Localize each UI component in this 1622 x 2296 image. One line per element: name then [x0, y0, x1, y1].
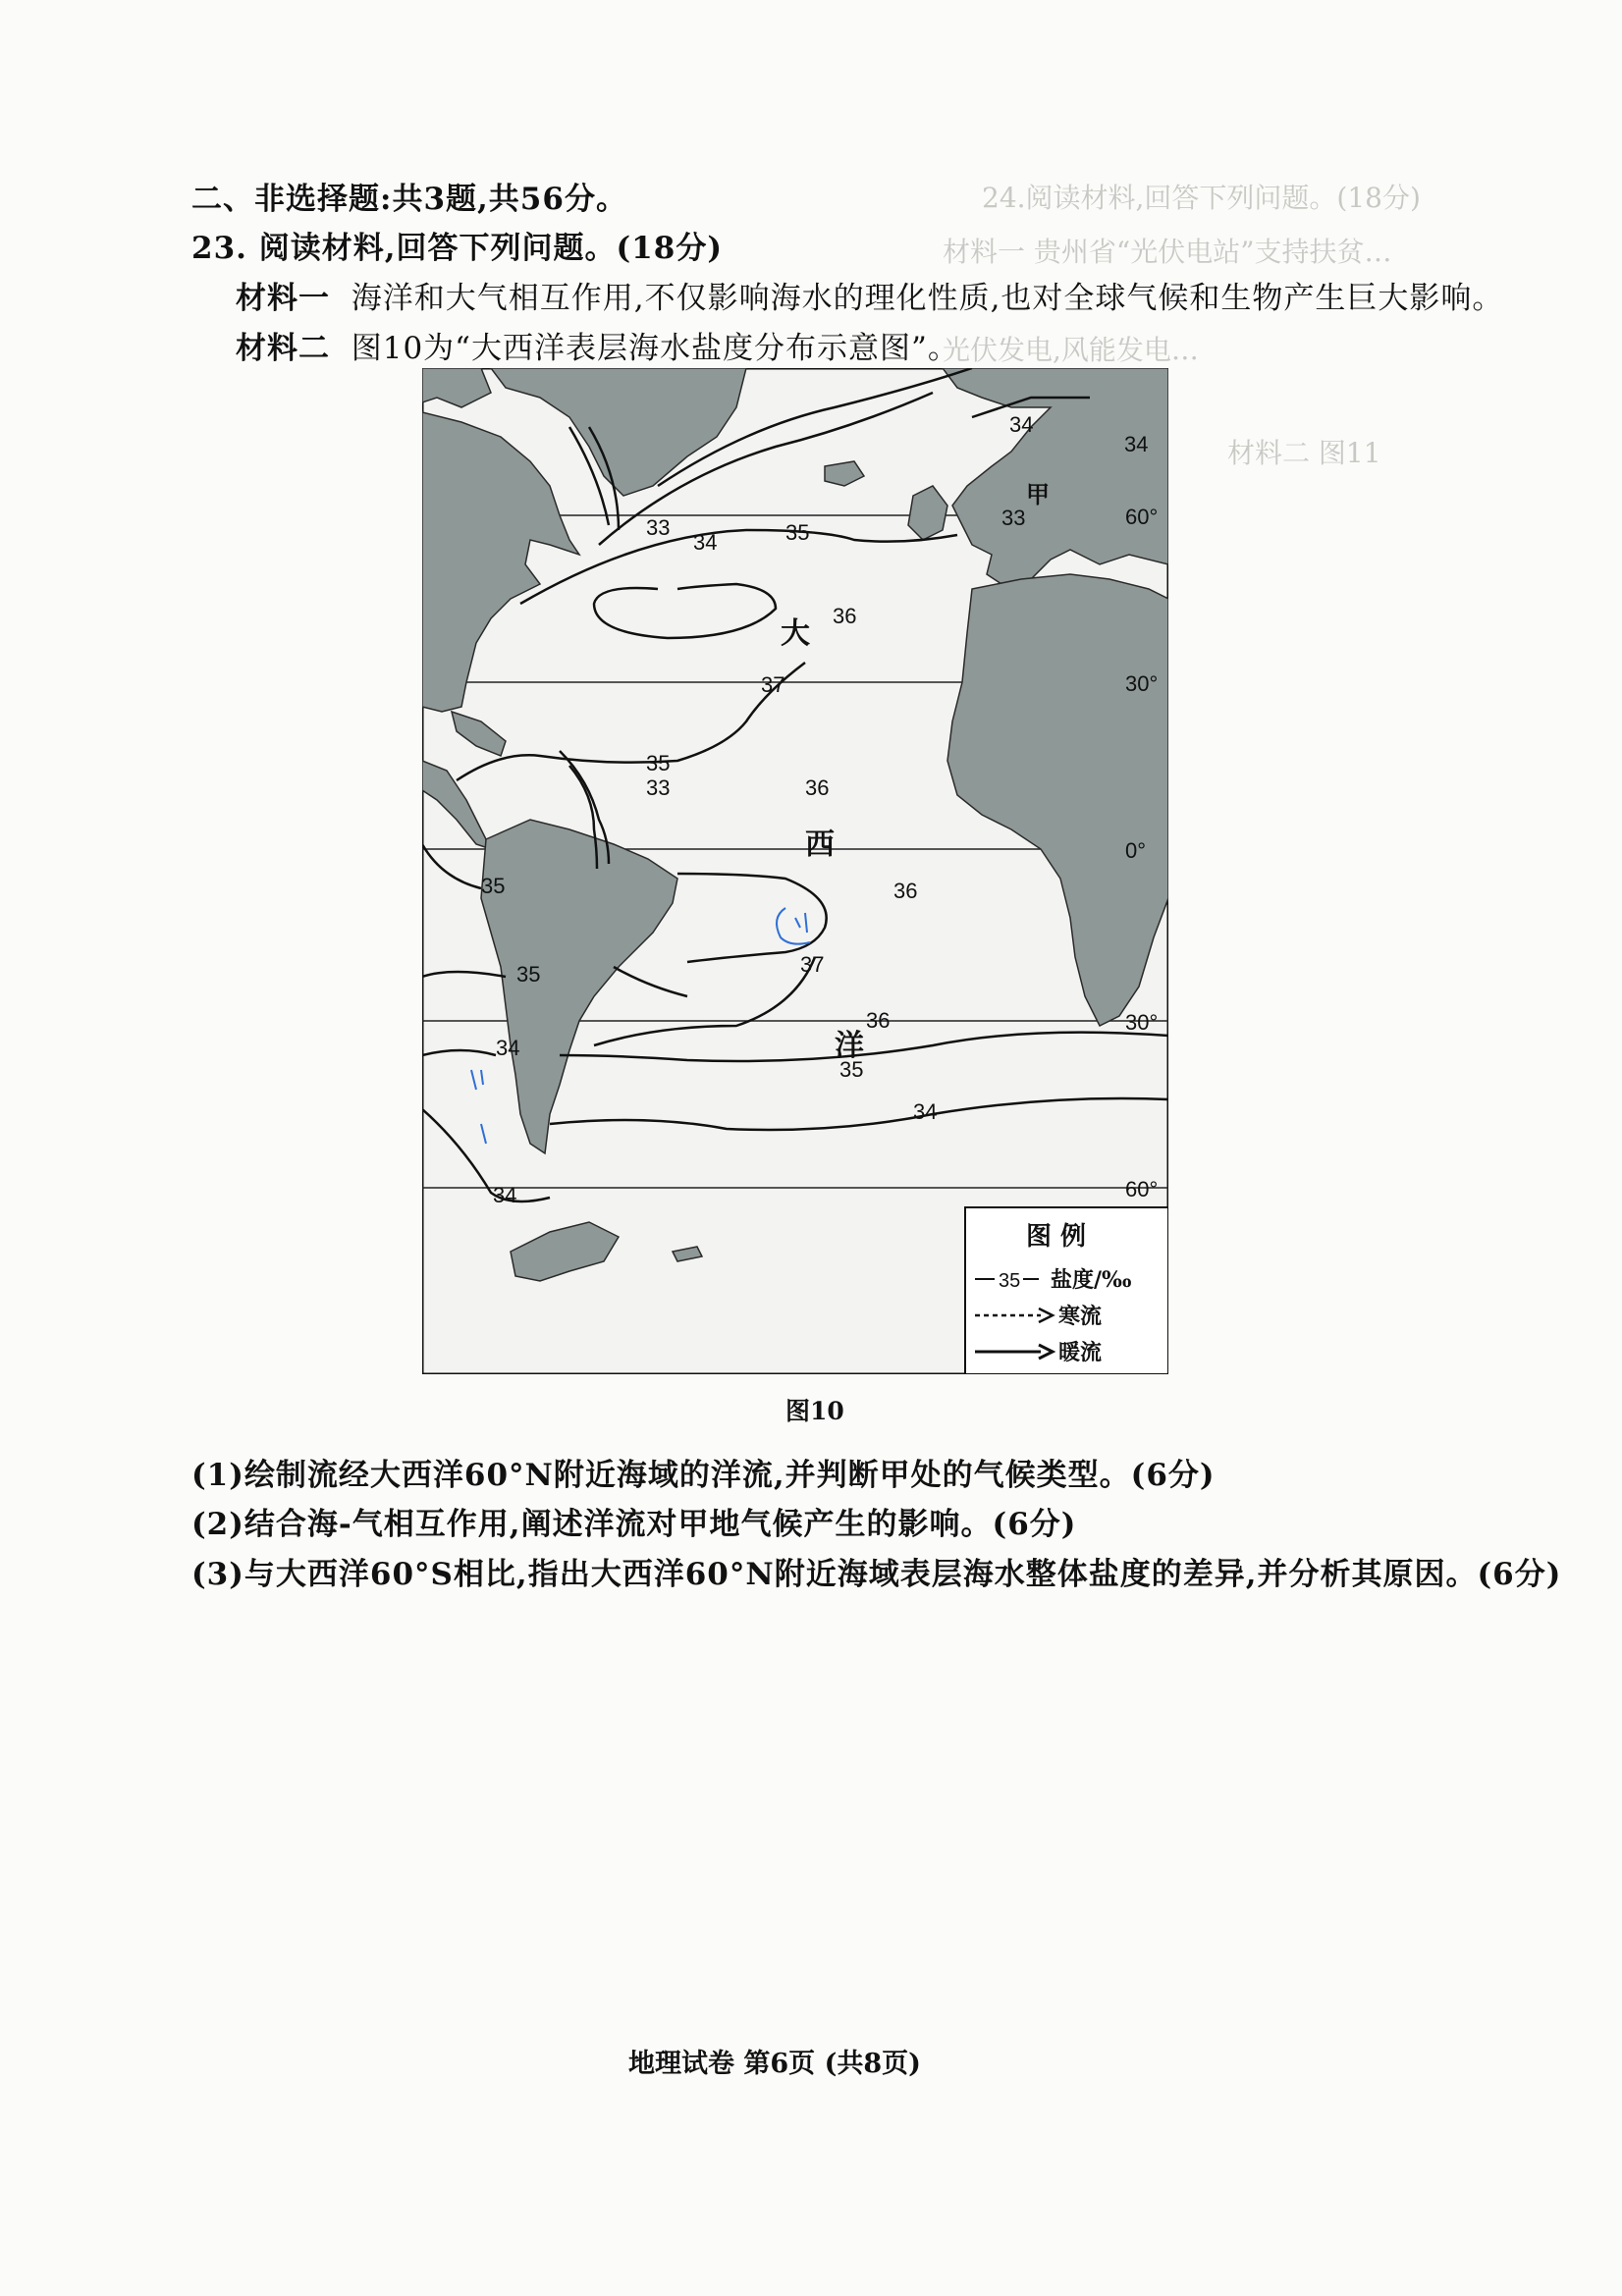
- isoline-label: 34: [693, 530, 718, 555]
- isoline-label: 34: [493, 1183, 517, 1207]
- material-1: [236, 273, 1503, 317]
- point-jia-label: 甲: [1026, 480, 1050, 508]
- ocean-char: 大: [781, 616, 810, 651]
- legend-salinity: 盐度/‰: [1051, 1267, 1132, 1293]
- material-1-text: 海洋和大气相互作用,不仅影响海水的理化性质,也对全球气候和生物产生巨大影响。: [351, 281, 1504, 316]
- isoline-label: 35: [839, 1057, 864, 1082]
- lat-label-60n: 60°: [1125, 505, 1159, 529]
- isoline-label: 35: [481, 874, 506, 898]
- isoline-label: 34: [913, 1099, 938, 1124]
- isoline-label: 33: [646, 515, 671, 540]
- isoline-label: 36: [893, 879, 918, 903]
- material-1-label: 材料一: [236, 281, 330, 316]
- question-1: (1)绘制流经大西洋60°N附近海域的洋流,并判断甲处的气候类型。(6分): [191, 1458, 1216, 1493]
- isoline-label: 37: [761, 672, 785, 697]
- isoline-label: 36: [833, 604, 857, 628]
- lat-label-60s: 60°: [1125, 1177, 1159, 1201]
- legend-title: 图 例: [1026, 1222, 1087, 1252]
- figure-caption: 图10: [785, 1397, 844, 1425]
- section-heading: 二、非选择题:共3题,共56分。: [191, 182, 627, 217]
- isoline-label: 33: [646, 775, 671, 800]
- bleed-through-text: 材料一 贵州省“光伏电站”支持扶贫…: [943, 236, 1392, 268]
- question-3: (3)与大西洋60°S相比,指出大西洋60°N附近海域表层海水整体盐度的差异,并分析其原因。(6分): [191, 1557, 1562, 1592]
- isoline-label: 36: [805, 775, 830, 800]
- bleed-through-text: 材料二 图11: [1227, 437, 1381, 469]
- ocean-char: 洋: [835, 1029, 864, 1063]
- legend-cold: 寒流: [1058, 1304, 1103, 1329]
- bleed-through-text: 24.阅读材料,回答下列问题。(18分): [982, 182, 1421, 214]
- question-2: (2)结合海-气相互作用,阐述洋流对甲地气候产生的影响。(6分): [191, 1507, 1077, 1542]
- legend-isoline-sample: 35: [999, 1270, 1021, 1292]
- isoline-label: 35: [785, 520, 810, 545]
- lat-label-0: 0°: [1125, 838, 1147, 863]
- bleed-through-text: 光伏发电,风能发电…: [943, 334, 1199, 366]
- isoline-label: 35: [516, 962, 541, 987]
- legend-warm: 暖流: [1058, 1340, 1103, 1365]
- isoline-label: 36: [866, 1008, 891, 1033]
- isoline-label: 37: [800, 952, 825, 977]
- lat-label-30n: 30°: [1125, 671, 1159, 696]
- isoline-label: 34: [1124, 432, 1149, 456]
- map-legend: [965, 1207, 1168, 1374]
- isoline-label: 35: [646, 751, 671, 775]
- material-2: [236, 323, 959, 367]
- material-2-label: 材料二: [236, 331, 330, 366]
- isoline-label: 33: [1001, 506, 1026, 530]
- material-2-text: 图10为“大西洋表层海水盐度分布示意图”。: [351, 331, 959, 366]
- isoline-label: 34: [496, 1036, 520, 1060]
- page-footer: 地理试卷 第6页 (共8页): [628, 2049, 921, 2079]
- atlantic-salinity-map: [422, 368, 1168, 1374]
- ocean-char: 西: [805, 828, 835, 862]
- lat-label-30s: 30°: [1125, 1010, 1159, 1035]
- question-23-title: 23. 阅读材料,回答下列问题。(18分): [191, 231, 723, 266]
- isoline-label: 34: [1009, 412, 1034, 437]
